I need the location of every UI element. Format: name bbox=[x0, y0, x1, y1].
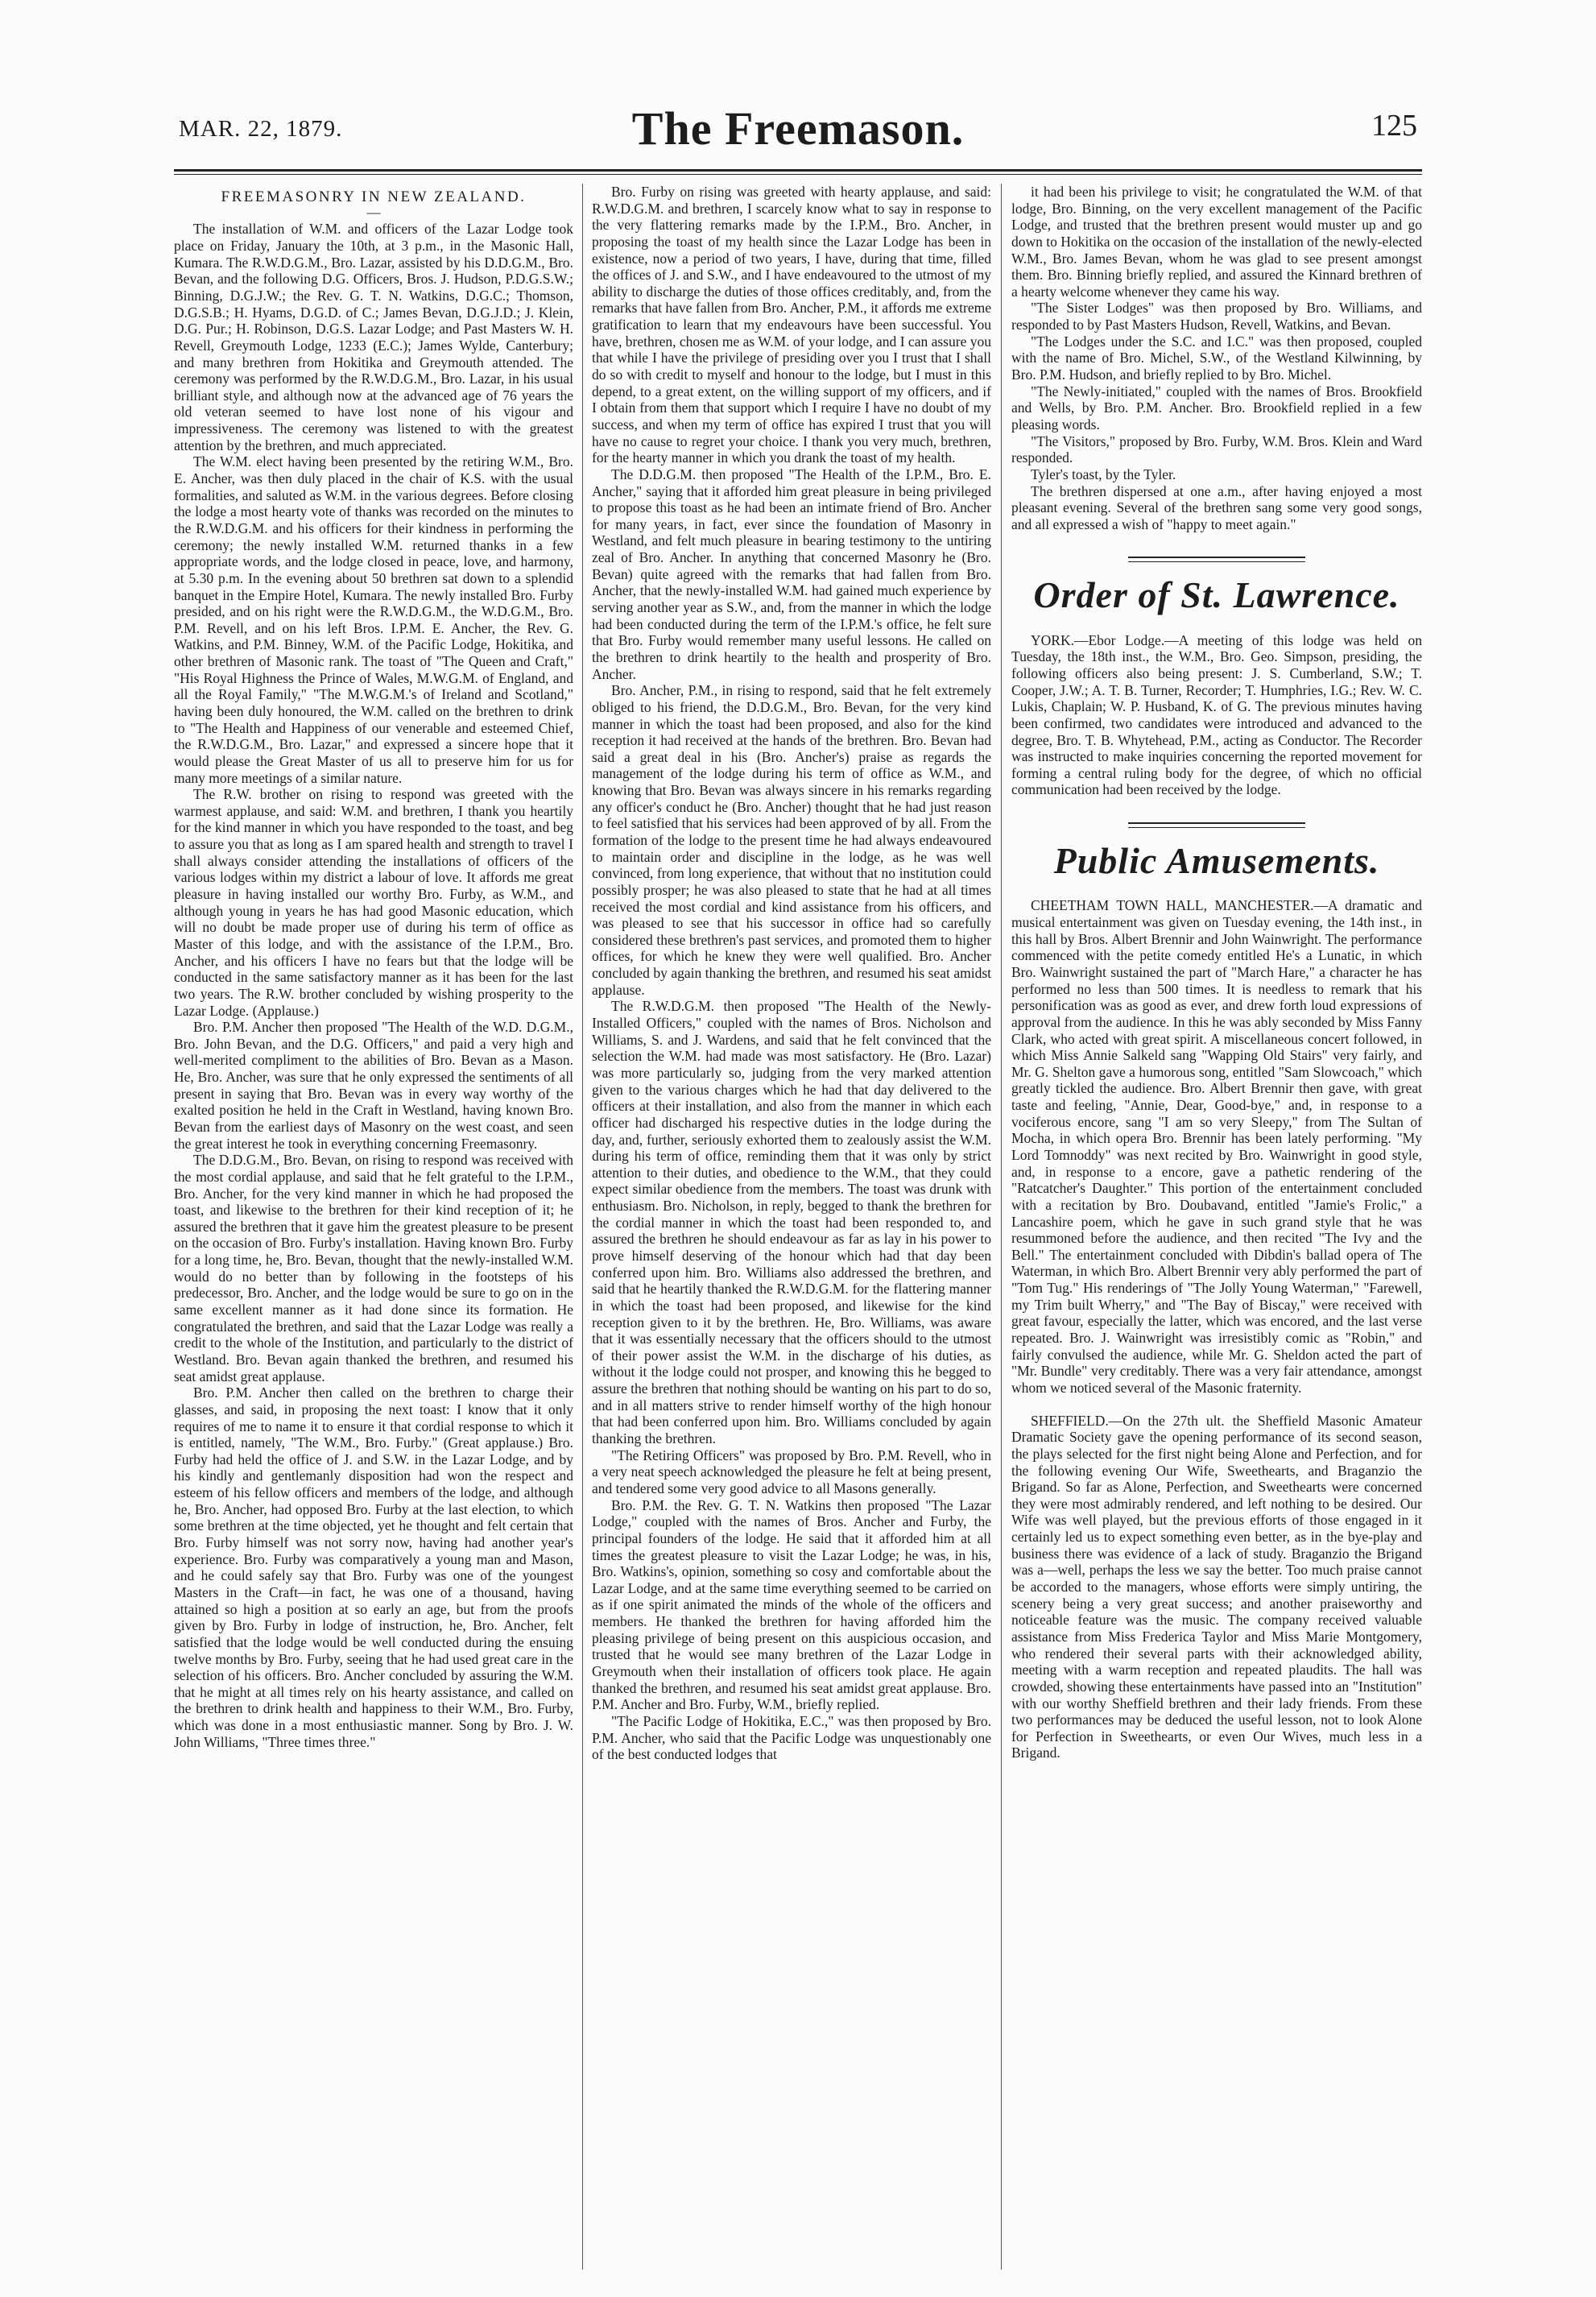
page-header bbox=[179, 102, 1417, 159]
masthead-title: The Freemason. bbox=[631, 102, 965, 155]
column-1 bbox=[174, 184, 573, 2270]
paragraph: Bro. P.M. Ancher then proposed "The Health of the W.D. D.G.M., Bro. John Bevan, and the D.G. Officers," and paid a very high and well-merited compliment to the abilities of Bro. Bevan as a Mason. He, Bro. Ancher, was sure that he only expressed the sentiments of all present in saying that Bro. Bevan was in every way worthy of the exalted position he held in the Craft in Westland, having known Bro. Bevan from the earliest days of Masonry on the west coast, and seen the great interest he took in everything concerning Freemasonry. bbox=[174, 1019, 573, 1152]
paragraph: The brethren dispersed at one a.m., after having enjoyed a most pleasant evening. Several of the brethren sang some very good songs, and all expressed a wish of "happy to meet again." bbox=[1011, 482, 1422, 532]
section-heading-order: Order of St. Lawrence. bbox=[1033, 574, 1400, 616]
paragraph: The R.W.D.G.M. then proposed "The Health of the Newly-Installed Officers," coupled with the names of Bros. Nicholson and Williams, S. and J. Wardens, and said that he felt convinced that the selection the W.M. had made was most satisfactory. He (Bro. Lazar) was more particularly so, judging from the very marked attention given to the various charges which he had that day delivered to the officers at their installation, and also from the manner in which each officer had discharged his respective duties in the lodge during the day, and, further, seriously exhorted them to zealously assist the W.M. during his term of office, reminding them that it was only by strict attention to their duties, and obedience to the W.M., that they could expect similar obedience from the members. The toast was drunk with enthusiasm. Bro. Nicholson, in reply, begged to thank the brethren for the cordial manner in which the toast had been responded to, and assured the brethren he should endeavour as far as lay in his power to prove himself deserving of the honour which had that day been conferred upon him. Bro. Williams also addressed the brethren, and said that he heartily thanked the R.W.D.G.M. for the flattering manner in which the toast had been proposed, and likewise for the kind reception given to it by the brethren. He, Bro. Williams, was aware that it was essentially necessary that the officers should to the utmost of their power assist the W.M. in the discharge of his duties, as without it the lodge could not prosper, and knowing this he begged to assure the brethren that nothing should be wanting on his part to do so, and in all matters strive to render himself worthy of the high honour that had been conferred upon him. Bro. Williams concluded by again thanking the brethren. bbox=[592, 998, 991, 1447]
heading-dash: — bbox=[366, 205, 381, 221]
issue-date: MAR. 22, 1879. bbox=[179, 116, 343, 142]
paragraph: SHEFFIELD.—On the 27th ult. the Sheffield Masonic Amateur Dramatic Society gave the opening performance of its second season, the plays selected for the first night being Alone and Perfection, and for the following evening Our Wife, Sweethearts, and Braganzio the Brigand. So far as Alone, Perfection, and Sweethearts were concerned they were most admirably rendered, and left nothing to be desired. Our Wife was well played, but the previous efforts of those engaged in it certainly led us to expect something even better, as in the bye-play and business there was evidence of a lack of study. Braganzio the Brigand was a—well, perhaps the less we say the better. Too much praise cannot be accorded to the managers, whose efforts were simply untiring, the scenery being a very great success; and another praiseworthy and noticeable feature was the music. The company received valuable assistance from Miss Frederica Taylor and Miss Marie Montgomery, who rendered their several parts with their acknowledged ability, meeting with a warm reception and repeated plaudits. The hall was crowded, showing these entertainments have passed into an "Institution" with our worthy Sheffield brethren and their lady friends. From these two performances may be deduced the useful lesson, not to look Alone for Perfection in Sweethearts, or even Our Wives, much less in a Brigand. bbox=[1011, 1412, 1422, 1761]
paragraph: The W.M. elect having been presented by the retiring W.M., Bro. E. Ancher, was then duly placed in the chair of K.S. with the usual formalities, and saluted as W.M. in the various degrees. Before closing the lodge a most hearty vote of thanks was recorded on the minutes to the R.W.D.G.M. and his officers for their kindness in performing the ceremony; the newly installed W.M. returned thanks in a few appropriate words, and the lodge closed in peace, love, and harmony, at 5.30 p.m. In the evening about 50 brethren sat down to a splendid banquet in the Empire Hotel, Kumara. The newly installed Bro. Furby presided, and on his right were the R.W.D.G.M., the W.D.G.M., Bro. P.M. Revell, and on his left Bros. I.P.M. E. Ancher, the Rev. G. Watkins, and P.M. Binney, W.M. of the Pacific Lodge, Hokitika, and other brethren of Masonic rank. The toast of "The Queen and Craft," "His Royal Highness the Prince of Wales, M.W.G.M. of England, and all the Royal Family," "The M.W.G.M.'s of Ireland and Scotland," having been duly honoured, the W.M. called on the brethren to drink to "The Health and Happiness of our venerable and esteemed Chief, the R.W.D.G.M., Bro. Lazar," and expressed a sincere hope that it would please the Great Master of us all to preserve him for us for many more meetings of a similar nature. bbox=[174, 453, 573, 786]
paragraph: "The Retiring Officers" was proposed by Bro. P.M. Revell, who in a very neat speech acknowledged the pleasure he felt at being present, and tendered some very good advice to all Masons generally. bbox=[592, 1446, 991, 1496]
section-rule bbox=[1011, 557, 1422, 562]
paragraph: Tyler's toast, by the Tyler. bbox=[1031, 466, 1176, 482]
article-columns bbox=[174, 184, 1422, 2270]
paragraph: CHEETHAM TOWN HALL, MANCHESTER.—A dramatic and musical entertainment was given on Tuesday evening, the 14th inst., in this hall by Bros. Albert Brennir and John Wainwright. The performance commenced with the petite comedy entitled He's a Lunatic, in which Bro. Wainwright sustained the part of "March Hare," a character he has performed no less than 500 times. It is needless to remark that his personification was as good as ever, and drew forth loud expressions of approval from the audience. In this he was ably seconded by Miss Fanny Clark, who acted with great spirit. A miscellaneous concert followed, in which Miss Annie Salkeld sang "Wapping Old Stairs" very fairly, and Mr. G. Shelton gave a humorous song, entitled "Sam Slowcoach," which greatly tickled the audience. Bro. Albert Brennir then gave, with great taste and feeling, "Annie, Dear, Good-bye," and, in response to a vociferous encore, sang "I am so very Sleepy," from The Sultan of Mocha, in which opera Bro. Brennir has been lately performing. "My Lord Tomnoddy" was next recited by Bro. Wainwright in good style, and, in response to a encore, gave a pathetic rendering of the "Ratcatcher's Daughter." This portion of the entertainment concluded with a recitation by Bro. Doubavand, entitled "Jamie's Frolic," a Lancashire poem, which he gave in such grand style that he was resummoned before the audience, and then recited "The Ivy and the Bell." The entertainment concluded with Dibdin's ballad opera of The Waterman, in which Bro. Albert Brennir very ably performed the part of "Tom Tug." His renderings of "The Jolly Young Waterman," "Farewell, my Trim built Wherry," and "The Bay of Biscay," were received with great favour, especially the latter, which was encored, and the last verse repeated. Bro. J. Wainwright was irresistibly comic as "Robin," and fairly convulsed the audience, while Mr. G. Sheldon acted the part of "Mr. Bundle" very creditably. There was a very fair attendance, amongst whom we noticed several of the Masonic fraternity. bbox=[1011, 897, 1422, 1396]
paragraph: The R.W. brother on rising to respond was greeted with the warmest applause, and said: W.M. and brethren, I thank you heartily for the kind manner in which you have responded to the toast, and beg to assure you that as long as I am spared health and strength to travel I shall always consider attending the installations of officers of the various lodges within my district a labour of love. It affords me great pleasure in having installed our worthy Bro. Furby, as W.M., and although young in years he has had good Masonic education, which will no doubt be made proper use of during his term of office as Master of this lodge, and with the assistance of the I.P.M., Bro. Ancher, and his officers I have no fears but that the lodge will be conducted in the same satisfactory manner as it has been for the last two years. The R.W. brother concluded by wishing prosperity to the Lazar Lodge. (Applause.) bbox=[174, 786, 573, 1019]
paragraph: Bro. Furby on rising was greeted with hearty applause, and said: R.W.D.G.M. and brethren, I scarcely know what to say in response to the very flattering remarks made by the I.P.M., Bro. Ancher, in proposing the toast of my health since the Lazar Lodge has been in existence, now a period of two years, I have, during that time, filled the offices of J. and S.W., and I have endeavoured to the utmost of my ability to discharge the duties of those offices creditably, and, from the remarks that have fallen from Bro. Ancher, P.M., it affords me extreme gratification to learn that my endeavours have been successful. You have, brethren, chosen me as W.M. of your lodge, and I can assure you that while I have the privilege of presiding over you I trust that I shall do so with credit to myself and honour to the lodge, but I must in this depend, to a great extent, on the willing support of my officers, and if I obtain from them that support which I require I have no doubt of my success, and when my term of office has expired I trust that you will have no cause to regret your choice. I thank you very much, brethren, for the hearty manner in which you drank the toast of my health. bbox=[592, 184, 991, 466]
header-rule bbox=[174, 169, 1422, 172]
paragraph: "The Lodges under the S.C. and I.C." was then proposed, coupled with the name of Bro. Michel, S.W., of the Westland Kilwinning, by Bro. P.M. Hudson, and briefly replied to by Bro. Michel. bbox=[1011, 333, 1422, 383]
section-rule bbox=[1011, 822, 1422, 828]
paragraph: it had been his privilege to visit; he congratulated the W.M. of that lodge, Bro. Binning, on the very excellent management of the Pacific Lodge, and trusted that the brethren present would muster up and go down to Hokitika on the occasion of the installation of the newly-elected W.M., Bro. James Bevan, whom he was glad to see present amongst them. Bro. Binning briefly replied, and assured the Kinnard brethren of a hearty welcome whenever they came his way. bbox=[1011, 184, 1422, 300]
column-3 bbox=[1011, 184, 1422, 2270]
paragraph: "The Pacific Lodge of Hokitika, E.C.," was then proposed by Bro. P.M. Ancher, who said that the Pacific Lodge was unquestionably one of the best conducted lodges that bbox=[592, 1712, 991, 1763]
paragraph: The installation of W.M. and officers of the Lazar Lodge took place on Friday, January the 10th, at 3 p.m., in the Masonic Hall, Kumara. The R.W.D.G.M., Bro. Lazar, assisted by his D.D.G.M., Bro. Bevan, and the following D.G. Officers, Bros. J. Hudson, P.D.G.S.W.; Binning, D.G.J.W.; the Rev. G. T. N. Watkins, D.G.C.; Thomson, D.G.S.B.; H. Hyams, D.G.D. of C.; James Bevan, D.G.J.D.; J. Klein, D.G. Pur.; H. Robinson, D.G.S. Lazar Lodge; and Past Masters W. H. Revell, Greymouth Lodge, 1233 (E.C.); James Wylde, Canterbury; and many brethren from Hokitika and Greymouth attended. The ceremony was performed by the R.W.D.G.M., Bro. Lazar, in his usual brilliant style, and although now at the advanced age of 76 years the old veteran seemed to have lost none of his vigour and impressiveness. The ceremony was listened to with the greatest attention by the brethren, and much appreciated. bbox=[174, 221, 573, 453]
column-2 bbox=[592, 184, 991, 2270]
paragraph: Bro. Ancher, P.M., in rising to respond, said that he felt extremely obliged to his friend, the D.D.G.M., Bro. Bevan, for the very kind manner in which the toast had been proposed, and also for the kind reception it had received at the hands of the brethren. Bro. Bevan had said a great deal in his (Bro. Ancher's) praise as regards the management of the lodge during his term of office as W.M., and knowing that Bro. Bevan was always sincere in his remarks regarding any officer's conduct he (Bro. Ancher) thought that he had just reason to feel satisfied that his services had been approved of by all. From the formation of the lodge to the present time he had always endeavoured to maintain order and discipline in the lodge, as he was well convinced, from long experience, that without that no institution could possibly prosper; he was also pleased to state that he had at all times received the most cordial and kind assistance from his officers, and was pleased to see that his successor in office had so carefully considered these brethren's past services, and promoted them to higher offices, for which he knew they were well qualified. Bro. Ancher concluded by again thanking the brethren, and resumed his seat amidst applause. bbox=[592, 682, 991, 998]
paragraph: The D.D.G.M., Bro. Bevan, on rising to respond was received with the most cordial applause, and said that he felt grateful to the I.P.M., Bro. Ancher, for the very kind manner in which he had proposed the toast, and likewise to the brethren for their kind reception of it; he assured the brethren that it gave him the greatest pleasure to be present on the occasion of Bro. Furby's installation. Having known Bro. Furby for a long time, he, Bro. Bevan, thought that the newly-installed W.M. would do no better than by following in the footsteps of his predecessor, Bro. Ancher, and the lodge would be sure to go on in the same excellent manner as it had done since its formation. He congratulated the brethren, and said that the Lazar Lodge was really a credit to the whole of the Institution, and particularly to the district of Westland. Bro. Bevan again thanked the brethren, and resumed his seat amidst great applause. bbox=[174, 1152, 573, 1384]
section-heading-amusements: Public Amusements. bbox=[1053, 840, 1380, 882]
paragraph: "The Sister Lodges" was then proposed by Bro. Williams, and responded to by Past Masters Hudson, Revell, Watkins, and Bevan. bbox=[1011, 300, 1422, 333]
paragraph: Bro. P.M. Ancher then called on the brethren to charge their glasses, and said, in proposing the next toast: I know that it only requires of me to name it to ensure it that cordial response to which it is entitled, namely, "The W.M., Bro. Furby." (Great applause.) Bro. Furby had held the office of J. and S.W. in the Lazar Lodge, and by his kindly and gentlemanly disposition had won the respect and esteem of his fellow officers and members of the lodge, and although he, Bro. Ancher, had opposed Bro. Furby at the last election, to which some brethren at the time objected, yet he thought and felt certain that Bro. Furby himself was not sorry now, having had another year's experience. Bro. Furby was comparatively a young man and Mason, and he could safely say that Bro. Furby was one of the youngest Masters in the Craft—in fact, he was one of a thousand, having attained so high a position at so early an age, but from the proofs given by Bro. Furby in lodge of instruction, he, Bro. Ancher, felt satisfied that the lodge would be well conducted during the ensuing twelve months by Bro. Furby, seeing that he had used great care in the selection of his officers. Bro. Ancher concluded by assuring the W.M. that he might at all times rely on his hearty assistance, and called on the brethren to drink health and happiness to their W.M., Bro. Furby, which was done in a most enthusiastic manner. Song by Bro. J. W. John Williams, "Three times three." bbox=[174, 1384, 573, 1750]
paragraph: The D.D.G.M. then proposed "The Health of the I.P.M., Bro. E. Ancher," saying that it afforded him great pleasure in being privileged to propose this toast as he had been an intimate friend of Bro. Ancher for many years, in fact, ever since the foundation of Masonry in Westland, and felt much pleasure in bearing testimony to the untiring zeal of Bro. Ancher. In anything that concerned Masonry he (Bro. Bevan) quite agreed with the remarks that had fallen from Bro. Ancher, that the newly-installed W.M. had gained much experience by serving another year as S.W., and, from the manner in which the lodge had been conducted during the term of the I.P.M.'s office, he felt sure that Bro. Furby would remember many useful lessons. He called on the brethren to drink heartily to the health and prosperity of Bro. Ancher. bbox=[592, 466, 991, 682]
paragraph: YORK.—Ebor Lodge.—A meeting of this lodge was held on Tuesday, the 18th inst., the W.M., Bro. Geo. Simpson, presiding, the following officers also being present: J. S. Cumberland, S.W.; T. Cooper, J.W.; A. T. B. Turner, Recorder; T. Humphries, I.G.; Rev. W. C. Lukis, Chaplain; W. P. Husband, K. of G. The previous minutes having been confirmed, two candidates were introduced and advanced to the degree, Bro. T. B. Whytehead, P.M., acting as Conductor. The Recorder was instructed to make inquiries concerning the reported movement for forming a central ruling body for the degree, of which no official communication had been received by the lodge. bbox=[1011, 631, 1422, 798]
column-divider bbox=[582, 184, 583, 2270]
paragraph: Bro. P.M. the Rev. G. T. N. Watkins then proposed "The Lazar Lodge," coupled with the names of Bros. Ancher and Furby, the principal founders of the lodge. He said that it afforded him at all times the greatest pleasure to visit the Lazar Lodge; he was, in his, Bro. Watkins's, opinion, something so cosy and comfortable about the Lazar Lodge, and at the same time everything seemed to be carried on as if one spirit animated the minds of the whole of the officers and members. He thanked the brethren for having afforded him the pleasing privilege of being present on this auspicious occasion, and trusted that he would see many brethren of the Lazar Lodge in Greymouth when their installation of officers took place. He again thanked the brethren, and resumed his seat amidst great applause. Bro. P.M. Ancher and Bro. Furby, W.M., briefly replied. bbox=[592, 1496, 991, 1713]
header-rule-thin bbox=[174, 174, 1422, 175]
article-heading: FREEMASONRY IN NEW ZEALAND. bbox=[221, 188, 527, 205]
paragraph: "The Visitors," proposed by Bro. Furby, W.M. Bros. Klein and Ward responded. bbox=[1011, 432, 1422, 466]
page-number: 125 bbox=[1371, 109, 1417, 143]
paragraph: "The Newly-initiated," coupled with the names of Bros. Brookfield and Wells, by Bro. P.M. Ancher. Bro. Brookfield replied in a few pleasing words. bbox=[1011, 383, 1422, 432]
column-divider bbox=[1001, 184, 1002, 2270]
